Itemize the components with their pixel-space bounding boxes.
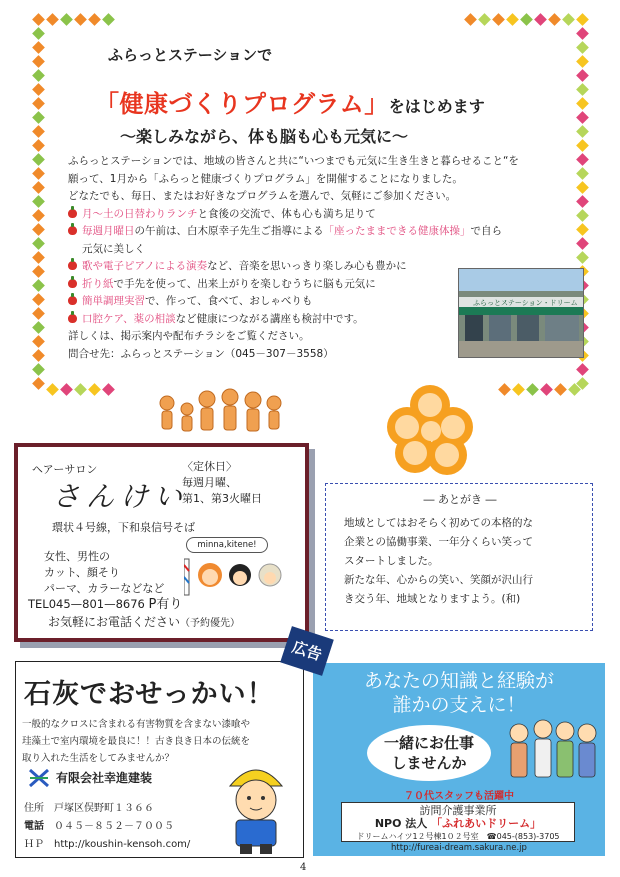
phone-icon: ☎ [486,832,497,841]
program-item: 簡単調理実習で、作って、食べて、おしゃべりも [68,293,568,311]
salon-shadow [309,449,315,648]
border-diamond [32,223,45,236]
border-diamond [46,13,59,26]
border-diamond [32,153,45,166]
border-diamond [576,251,589,264]
staff-illustration [501,713,601,793]
border-diamond [498,383,511,396]
strawberry-icon [68,261,77,270]
border-diamond [46,383,59,396]
company-logo-icon [28,768,50,788]
border-diamond [32,237,45,250]
strawberry-icon [68,314,77,323]
staff-note: ７０代スタッフも活躍中 [404,791,514,802]
article-body: ふらっとステーションでは、地域の皆さんと共に“いつまでも元気に生き生きと暮らせること“を 願って、1月から「ふらっと健康づくりプログラム」を開催することになりました。 どなたでも、毎日、またはお好きなプログラムを選んで、気軽にご参加ください。 月～土の日替わりランチと食後の交流で、体も心も満ち足りて 毎週月曜日の午前は、白木原幸子先生ご指導による「座ったままできる健康体操」で自ら 元気に美しく 歌や電子ピアノによる演奏など、音楽を思いっきり楽しみ心も豊かに 折り紙で手先を使って、出来上がりを楽しむうちに脳も元気に 簡単調理実習で、作って、食べて、おしゃべりも 口腔ケア、薬の相談など健康につながる講座も検討中です。 詳しくは、掲示案内や配布チラシをご覧ください。 問合せ先：ふらっとステーション（045－307－3558） [68,153,568,363]
ad-headline: 石灰でおせっかい！ [24,679,275,710]
border-diamond [576,27,589,40]
salon-name: さんけい [52,480,189,513]
border-diamond [520,13,533,26]
border-diamond [576,181,589,194]
border-diamond [32,349,45,362]
border-diamond [492,13,505,26]
holiday-info: 〈定休日〉 毎週月曜、 第1、第3火曜日 [182,460,262,505]
border-diamond [576,139,589,152]
border-diamond [548,13,561,26]
border-diamond [576,195,589,208]
page-number: 4 [300,862,307,873]
border-diamond [32,125,45,138]
border-diamond [32,293,45,306]
border-diamond [464,13,477,26]
invite-oval: 一緒にお仕事 しませんか [367,725,491,781]
program-item: 毎週月曜日の午前は、白木原幸子先生ご指導による「座ったままできる健康体操」で自ら [68,223,568,241]
org-url[interactable]: http://fureai-dream.sakura.ne.jp [391,843,527,853]
border-diamond [576,153,589,166]
border-diamond [562,13,575,26]
strawberry-icon [68,226,77,235]
program-item: 歌や電子ピアノによる演奏など、音楽を思いっきり楽しみ心も豊かに [68,258,568,276]
program-item: 月～土の日替わりランチと食後の交流で、体も心も満ち足りて [68,206,568,224]
afterword-title: ― あとがき ― [423,493,497,506]
border-diamond [576,41,589,54]
salon-address: 環状４号線，下和泉信号そば [52,521,195,534]
photo-sign-text: ふらっとステーション・ドリーム [473,299,578,307]
page-title: 「健康づくりプログラム」をはじめます [95,90,485,118]
strawberry-icon [68,296,77,305]
border-diamond [32,83,45,96]
border-diamond [576,167,589,180]
border-diamond [32,307,45,320]
border-diamond [88,383,101,396]
border-diamond [32,167,45,180]
station-photo [458,268,584,358]
border-diamond [60,383,73,396]
salon-shadow [20,642,315,648]
afterword-text: 地域としてはおそらく初めての本格的な 企業との協働事業、一年分くらい笑って スタートしました。 新たな年、心からの笑い、笑顔が沢山行 き交う年、地域となりますよう。(和) [344,517,533,605]
program-item: 折り紙で手先を使って、出来上がりを楽しむうちに脳も元気に [68,276,568,294]
border-diamond [32,69,45,82]
care-service-ad [313,663,605,856]
border-diamond [32,377,45,390]
border-diamond [576,125,589,138]
border-diamond [32,111,45,124]
org-box: 訪問介護事業所 NPO 法人 「ふれあいドリーム」 ドリームハイツ1２号棟1０２号室 ☎045-(853)-3705 [341,802,575,842]
border-diamond [32,97,45,110]
border-diamond [576,209,589,222]
company-url[interactable]: http://koushin-kensoh.com/ [54,839,191,850]
ad-description: 一般的なクロスに含まれる有害物質を含まない漆喰や 珪藻土で室内環境を最良に！！古き良き日本の伝統を 取り入れた生活をしてみませんか？ [22,719,251,764]
strawberry-icon [68,279,77,288]
border-diamond [32,321,45,334]
border-diamond [576,97,589,110]
border-diamond [60,13,73,26]
border-diamond [576,69,589,82]
border-diamond [32,139,45,152]
border-diamond [526,383,539,396]
family-illustration [155,383,285,443]
strawberry-icon [68,209,77,218]
salon-services: 女性、男性の カット、顔そり パーマ、カラーなどなど [44,550,165,595]
program-item: 口腔ケア、薬の相談など健康につながる講座も検討中です。 [68,311,568,329]
border-diamond [576,13,589,26]
border-diamond [88,13,101,26]
border-diamond [506,13,519,26]
border-diamond [478,13,491,26]
border-diamond [32,27,45,40]
border-diamond [540,383,553,396]
border-diamond [32,55,45,68]
border-diamond [102,383,115,396]
border-diamond [576,223,589,236]
border-diamond [576,111,589,124]
border-diamond [512,383,525,396]
border-diamond [32,13,45,26]
salon-tel: TEL045—801—8676 P有り [28,597,183,612]
border-diamond [74,383,87,396]
salon-ad: ヘアーサロン さんけい 〈定休日〉 毎週月曜、 第1、第3火曜日 環状４号線，下和泉信号そば 女性、男性の カット、顔そり パーマ、カラーなどなど minna,kitene! TEL045—801—8676 P有り お気軽にお電話ください（予約優先） [14,443,309,642]
border-diamond [32,251,45,264]
ad-headline: あなたの知識と経験が 誰かの支えに！ [363,670,554,716]
border-diamond [74,13,87,26]
border-diamond [32,279,45,292]
afterword-box [325,483,593,631]
subtitle: ～楽しみながら、体も脳も心も元気に～ [120,127,409,146]
contact-line: 問合せ先：ふらっとステーション（045－307－3558） [68,347,334,360]
border-diamond [32,335,45,348]
border-diamond [32,363,45,376]
salon-call: お気軽にお電話ください（予約優先） [48,615,241,629]
border-diamond [102,13,115,26]
construction-ad [15,661,304,858]
border-diamond [32,265,45,278]
pre-title: ふらっとステーションで [108,46,273,64]
border-diamond [576,83,589,96]
worker-illustration [216,750,296,854]
border-diamond [32,181,45,194]
border-diamond [32,195,45,208]
border-diamond [576,237,589,250]
company-name: 有限会社幸進建装 [56,771,153,785]
border-diamond [32,209,45,222]
border-diamond [554,383,567,396]
border-diamond [32,41,45,54]
kids-illustration [184,555,294,597]
border-diamond [534,13,547,26]
company-contact: 住所 戸塚区俣野町１３６６ 電話 ０４５－８５２－７００５ ＨＰ http://koushin-kensoh.com/ [24,803,191,850]
border-diamond [576,363,589,376]
speech-bubble: minna,kitene! [186,537,268,553]
ad-badge: 広告 [280,626,334,676]
border-diamond [576,55,589,68]
flower-faces-illustration [385,383,475,479]
